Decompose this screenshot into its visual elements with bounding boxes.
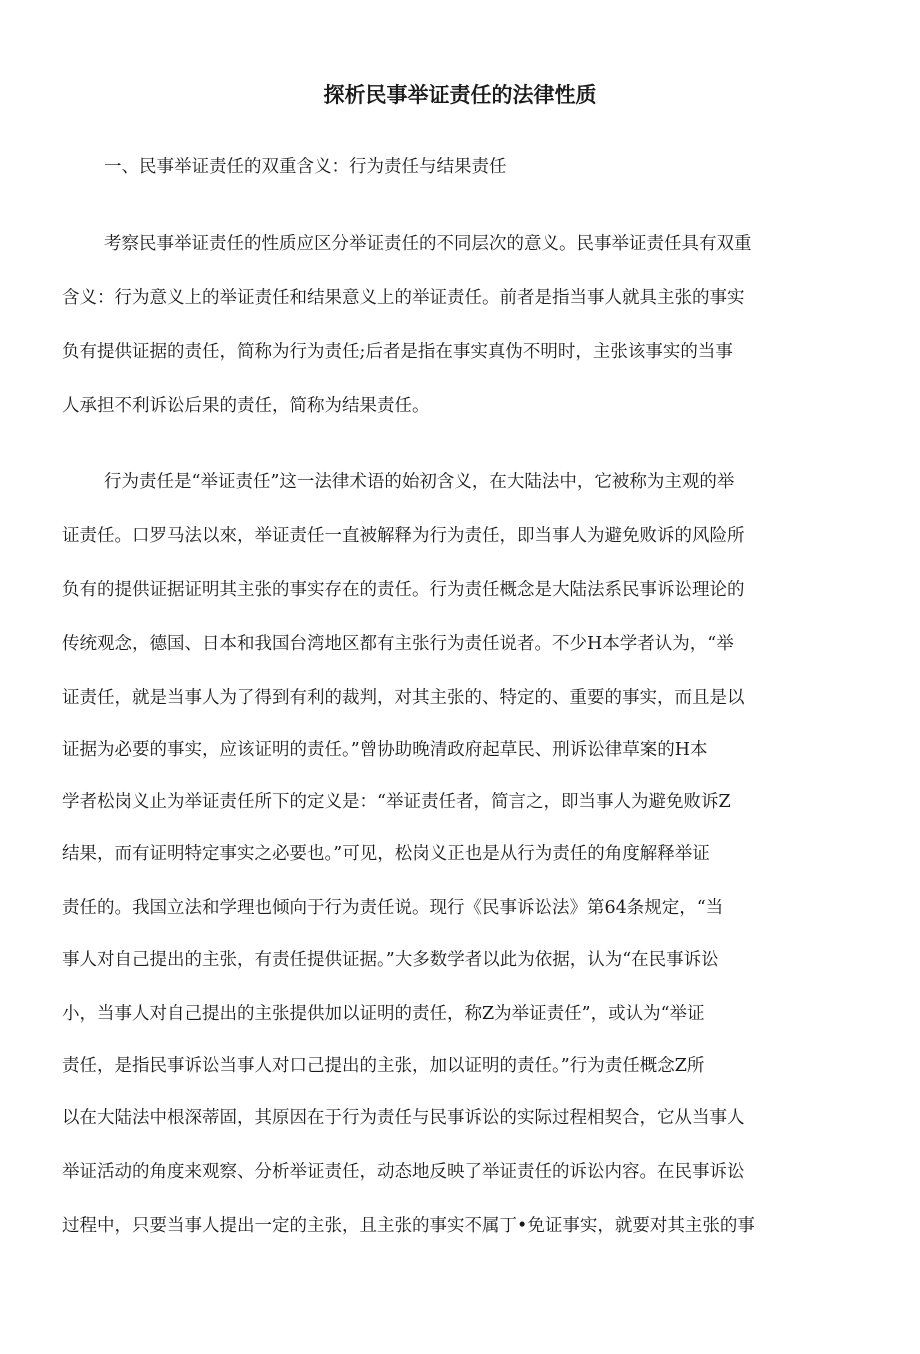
paragraph-line: 负有的提供证据证明其主张的事实存在的责任。行为责任概念是大陆法系民事诉讼理论的 — [62, 580, 745, 600]
paragraph-line: 结果，而有证明特定事实之必要也。”可见，松岗义正也是从行为责任的角度解释举证 — [62, 844, 710, 864]
paragraph-line: 举证活动的角度来观察、分析举证责任，动态地反映了举证责任的诉讼内容。在民事诉讼 — [62, 1162, 745, 1182]
paragraph-line: 小，当事人对自己提出的主张提供加以证明的责任，称Z为举证责任”，或认为“举证 — [62, 1004, 705, 1024]
paragraph-line: 责任的。我国立法和学理也倾向于行为责任说。现行《民事诉讼法》第64条规定，“当 — [62, 898, 724, 918]
paragraph-line: 传统观念，德国、日本和我国台湾地区都有主张行为责任说者。不少H本学者认为，“举 — [62, 634, 734, 654]
paragraph-line: 含义：行为意义上的举证责任和结果意义上的举证责任。前者是指当事人就具主张的事实 — [62, 288, 745, 308]
paragraph-line: 人承担不利诉讼后果的责任，简称为结果责任。 — [62, 396, 430, 416]
paragraph-line: 负有提供证据的责任，简称为行为责任;后者是指在事实真伪不明时，主张该事实的当事 — [62, 342, 733, 362]
paragraph-line: 学者松岗义止为举证责任所下的定义是：“举证责任者，简言之，即当事人为避免败诉Z — [62, 792, 731, 812]
paragraph-line: 行为责任是“举证责任”这一法律术语的始初含义，在大陆法中，它被称为主观的举 — [104, 472, 735, 492]
paragraph-line: 以在大陆法中根深蒂固，其原因在于行为责任与民事诉讼的实际过程相契合，它从当事人 — [62, 1108, 745, 1128]
section-heading: 一、民事举证责任的双重含义：行为责任与结果责任 — [104, 157, 507, 177]
document-title: 探析民事举证责任的法律性质 — [323, 83, 597, 107]
paragraph-line: 证责任。口罗马法以來，举证责任一直被解释为行为责任，即当事人为避免败诉的风险所 — [62, 526, 745, 546]
paragraph-line: 考察民事举证责任的性质应区分举证责任的不同层次的意义。民事举证责任具有双重 — [104, 234, 752, 254]
paragraph-line: 证据为必要的事实，应该证明的责任。”曾协助晚清政府起草民、刑诉讼律草案的H本 — [62, 740, 708, 760]
paragraph-line: 事人对自己提出的主张，有责任提供证据。”大多数学者以此为依据，认为“在民事诉讼 — [62, 950, 719, 970]
paragraph-line: 责任，是指民事诉讼当事人对口己提出的主张，加以证明的责任。”行为责任概念Z所 — [62, 1056, 705, 1076]
paragraph-line: 证责任，就是当事人为了得到有利的裁判，对其主张的、特定的、重要的事实，而且是以 — [62, 688, 745, 708]
paragraph-line: 过程中，只要当事人提出一定的主张，且主张的事实不属丁•免证事实，就要对其主张的事 — [62, 1216, 755, 1236]
